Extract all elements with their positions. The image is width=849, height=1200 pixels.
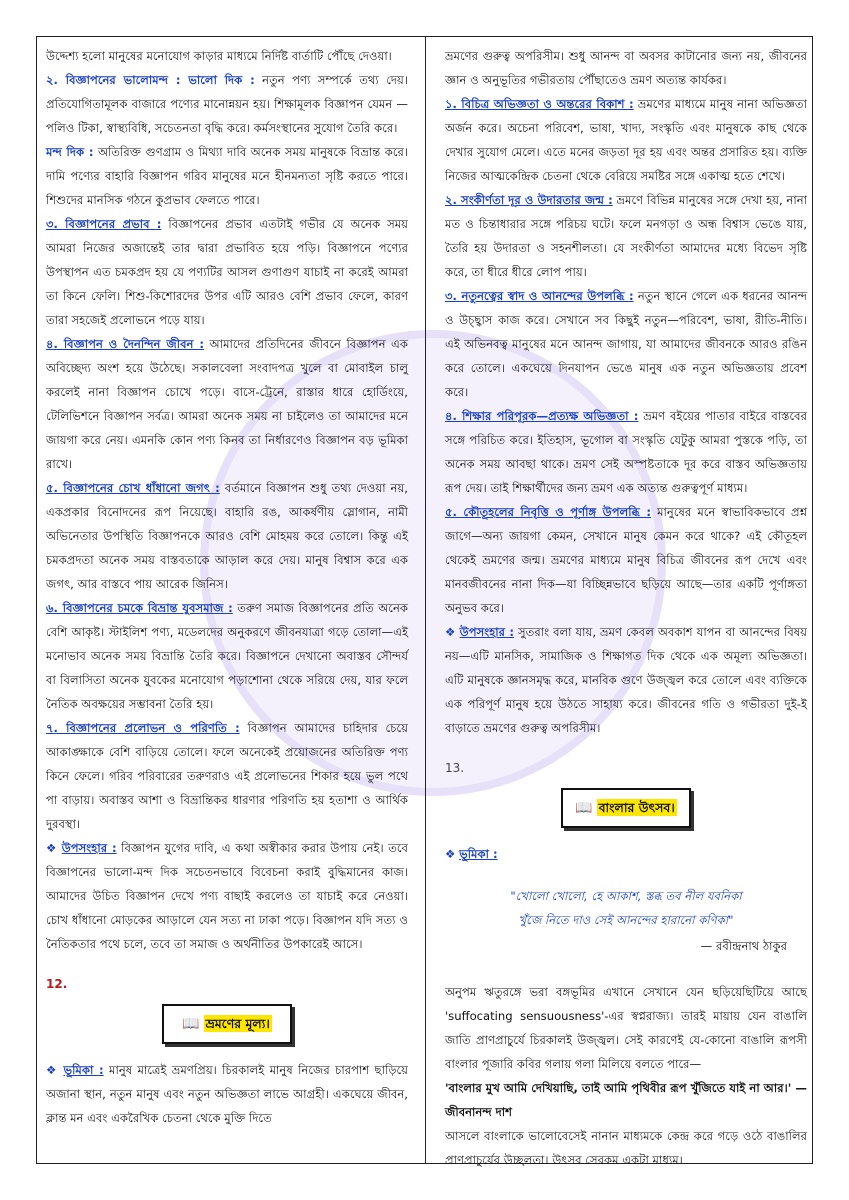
paragraph: অনুপম ঋতুরঙ্গে ভরা বঙ্গভূমির এখানে সেখানে যেন ছড়িয়েছিটিয়ে আছে 'suffocating sensuousness'-এর স্বপ্নরাজ্য। তারই মায়ায় যেন বাঙালি জাতি প্রাণপ্রাচুর্যে চিরকালই উজ্জ্বল। সেই কারণেই যে-কোনো বাঙালি রূপসী বাংলার পূজারি কবির গলায় গলা মিলিয়ে বলতে পারে— <box>445 985 807 1071</box>
essay-number: 13. <box>445 761 465 775</box>
poem-quote <box>445 884 807 932</box>
section-intro <box>445 842 807 866</box>
column-divider <box>425 36 426 1164</box>
poem-line: খুঁজে নিতে দাও সেই আনন্দের হারানো কণিকা" <box>518 913 734 927</box>
section-heading: ৭. বিজ্ঞাপনের প্রলোভন ও পরিণতি : <box>46 721 240 735</box>
section-4: ৪. বিজ্ঞাপন ও দৈনন্দিন জীবন : আমাদের প্রতিদিনের জীবনে বিজ্ঞাপন এক অবিচ্ছেদ্য অংশ হয়ে উঠেছে। সকালবেলা সংবাদপত্র খুলে বা মোবাইল চালু করলেই নানা বিজ্ঞাপন চোখে পড়ে। বাসে-ট্রেনে, রাস্তার ধারে হোর্ডিংয়ে, টেলিভিশনে বিজ্ঞাপন সর্বত্র। আমরা অনেক সময় না চাইলেও তা আমাদের মনে জায়গা করে নেয়। এমনকি কোন পণ্য কিনব তা নির্ধারণেও বিজ্ঞাপন বড় ভূমিকা রাখে। <box>46 337 408 471</box>
bullet-icon: ❖ <box>46 1063 59 1077</box>
section-heading: ৬. বিজ্ঞাপনের চমকে বিভ্রান্ত যুবসমাজ : <box>46 601 233 615</box>
section-7: ৭. বিজ্ঞাপনের প্রলোভন ও পরিণতি : বিজ্ঞাপন আমাদের চাহিদার চেয়ে আকাঙ্ক্ষাকে বেশি বাড়িয়ে তোলে। ফলে অনেকেই প্রয়োজনের অতিরিক্ত পণ্য কিনে ফেলে। গরিব পরিবারের তরুণরাও এই প্রলোভনের শিকার হয়ে ভুল পথে পা বাড়ায়। অবাস্তব আশা ও বিভ্রান্তিকর ধারণার পরিণতি হয় হতাশা ও আর্থিক দুরবস্থা। <box>46 721 408 831</box>
right-column <box>445 44 807 1172</box>
section-heading: ৩. নতুনত্বের স্বাদ ও আনন্দের উপলব্ধি : <box>445 289 634 303</box>
book-icon: 📖 <box>182 1016 200 1032</box>
section-2b: মন্দ দিক : অতিরিক্ত গুণগ্রাম ও মিথ্যা দাবি অনেক সময় মানুষকে বিভ্রান্ত করে। দামি পণ্যের বাহারি বিজ্ঞাপন গরিব মানুষের মনে হীনমন্যতা সৃষ্টি করতে পারে। শিশুদের মানসিক গঠনে কুপ্রভাব ফেলতে পারে। <box>46 145 409 207</box>
poem-author: — রবীন্দ্রনাথ ঠাকুর <box>700 939 787 953</box>
section-r3: ৩. নতুনত্বের স্বাদ ও আনন্দের উপলব্ধি : নতুন স্থানে গেলে এক ধরনের আনন্দ ও উচ্ছ্বাস কাজ করে। সেখানে সব কিছুই নতুন—পরিবেশ, ভাষা, রীতি-নীতি। এই অভিনবত্ব মানুষের মনে আনন্দ জাগায়, যা আমাদের জীবনকে আরও রঙিন করে তোলে। একঘেয়ে দিনযাপন ভেঙে মানুষ এক নতুন অভিজ্ঞতায় প্রবেশ করে। <box>445 289 807 399</box>
section-intro: ❖ ভূমিকা : মানুষ মাত্রেই ভ্রমণপ্রিয়। চিরকালই মানুষ নিজের চারপাশ ছাড়িয়ে অজানা স্থান, নতুন মানুষ এবং নতুন অভিজ্ঞতা লাভে আগ্রহী। একঘেয়ে জীবন, ক্লান্ত মন এবং একরৈখিক চেতনা থেকে মুক্তি দিতে <box>46 1063 409 1125</box>
section-heading: ৩. বিজ্ঞাপনের প্রভাব : <box>46 217 162 231</box>
section-heading: ২. সংকীর্ণতা দূর ও উদারতার জন্ম : <box>445 193 613 207</box>
section-heading: ৪. শিক্ষার পরিপূরক—প্রত্যক্ষ অভিজ্ঞতা : <box>445 409 639 423</box>
essay-title: বাংলার উৎসব। <box>598 800 675 815</box>
quote-line: 'বাংলার মুখ আমি দেখিয়াছি, তাই আমি পৃথিবীর রূপ খুঁজিতে যাই না আর।' — জীবনানন্দ দাশ <box>445 1081 807 1119</box>
section-heading: ১. বিচিত্র অভিজ্ঞতা ও অন্তরের বিকাশ : <box>445 97 634 111</box>
section-conclusion: ❖ উপসংহার : সুতরাং বলা যায়, ভ্রমণ কেবল অবকাশ যাপন বা আনন্দের বিষয় নয়—এটি মানসিক, সামাজিক ও শিক্ষাগত দিক থেকে এক অমূল্য অভিজ্ঞতা। এটি মানুষকে জ্ঞানসমৃদ্ধ করে, মানবিক গুণে উজ্জ্বল করে তোলে এবং ব্যক্তিকে এক পরিপূর্ণ মানুষ হয়ে উঠতে সাহায্য করে। জীবনের গতি ও গভীরতা দুই-ই বাড়াতে ভ্রমণের গুরুত্ব অপরিসীম। <box>445 625 807 735</box>
section-r1: ১. বিচিত্র অভিজ্ঞতা ও অন্তরের বিকাশ : ভ্রমণের মাধ্যমে মানুষ নানা অভিজ্ঞতা অর্জন করে। অচেনা পরিবেশ, ভাষা, খাদ্য, সংস্কৃতি এবং মানুষকে কাছ থেকে দেখার সুযোগ মেলে। এতে মনের জড়তা দূর হয় এবং অন্তর প্রসারিত হয়। ব্যক্তি নিজের আত্মকেন্দ্রিক চেতনা থেকে বেরিয়ে সমষ্টির সঙ্গে একাত্ম হতে শেখে। <box>445 97 807 183</box>
section-heading: মন্দ দিক : <box>46 145 94 159</box>
section-heading: উপসংহার : <box>61 841 117 855</box>
section-heading: ভূমিকা : <box>459 847 498 861</box>
essay-title-box <box>162 1004 292 1044</box>
left-column <box>46 44 408 1130</box>
section-3: ৩. বিজ্ঞাপনের প্রভাব : বিজ্ঞাপনের প্রভাব এতটাই গভীর যে অনেক সময় আমরা নিজের অজান্তেই তার দ্বারা প্রভাবিত হয়ে পড়ি। বিজ্ঞাপনে পণ্যের উপস্থাপন এত চমকপ্রদ হয় যে পণ্যটির আসল গুণাগুণ যাচাই না করেই আমরা তা কিনে ফেলি। শিশু-কিশোরদের উপর এটি আরও বেশি প্রভাব ফেলে, কারণ তারা সহজেই প্রলোভনে পড়ে যায়। <box>46 217 408 327</box>
paragraph: আসলে বাংলাকে ভালোবেসেই নানান মাধ্যমকে কেন্দ্র করে গড়ে ওঠে বাঙালির প্রাণপ্রাচুর্যের উচ্ছলতা। উৎসব সেরকম একটা মাধ্যম। <box>445 1129 807 1167</box>
section-r4: ৪. শিক্ষার পরিপূরক—প্রত্যক্ষ অভিজ্ঞতা : ভ্রমণ বইয়ের পাতার বাইরে বাস্তবের সঙ্গে পরিচিত করে। ইতিহাস, ভূগোল বা সংস্কৃতি যেটুকু আমরা পুস্তকে পড়ি, তা অনেক সময় আবছা থাকে। ভ্রমণ সেই অস্পষ্টতাকে দূর করে বাস্তব অভিজ্ঞতায় রূপ দেয়। তাই শিক্ষার্থীদের জন্য ভ্রমণ এক অত্যন্ত গুরুত্বপূর্ণ মাধ্যম। <box>445 409 807 495</box>
bullet-icon: ❖ <box>445 625 456 639</box>
essay-title-box <box>561 788 691 828</box>
section-heading: ৫. বিজ্ঞাপনের চোখ ধাঁধানো জগৎ : <box>46 481 220 495</box>
section-6: ৬. বিজ্ঞাপনের চমকে বিভ্রান্ত যুবসমাজ : তরুণ সমাজ বিজ্ঞাপনের প্রতি অনেক বেশি আকৃষ্ট। স্টাইলিশ পণ্য, মডেলদের অনুকরণে জীবনযাত্রা গড়ে তোলা—এই মনোভাব অনেক সময় বিভ্রান্তি তৈরি করে। বিজ্ঞাপনে দেখানো অবাস্তব সৌন্দর্য বা বিলাসিতা অনেক যুবকের মনোযোগ পড়াশোনা থেকে সরিয়ে দেয়, যার ফলে নৈতিক অবক্ষয়ের সম্ভাবনা তৈরি হয়। <box>46 601 408 711</box>
section-heading: ভূমিকা : <box>63 1063 104 1077</box>
section-heading: ৪. বিজ্ঞাপন ও দৈনন্দিন জীবন : <box>46 337 204 351</box>
book-icon: 📖 <box>575 800 593 816</box>
poem-line: "খোলো খোলো, হে আকাশ, স্তব্ধ তব নীল যবনিকা <box>510 889 742 903</box>
essay-title: ভ্রমণের মূল্য। <box>205 1016 270 1031</box>
essay-number: 12. <box>46 977 68 991</box>
section-heading: ২. বিজ্ঞাপনের ভালোমন্দ : ভালো দিক : <box>46 73 255 87</box>
section-r5: ৫. কৌতূহলের নিবৃত্তি ও পূর্ণাঙ্গ উপলব্ধি : মানুষের মনে স্বাভাবিকভাবে প্রশ্ন জাগে—অন্য জায়গা কেমন, সেখানে মানুষ কেমন করে থাকে? এই কৌতূহল থেকেই ভ্রমণের জন্ম। ভ্রমণের মাধ্যমে মানুষ বিচিত্র জীবনের রূপ দেখে এবং মানবজীবনের নানা দিক—যা বিচ্ছিন্নভাবে ছড়িয়ে আছে—তার একটি পূর্ণাঙ্গতা অনুভব করে। <box>445 505 807 615</box>
paragraph: ভ্রমণের গুরুত্ব অপরিসীম। শুধু আনন্দ বা অবসর কাটানোর জন্য নয়, জীবনের জ্ঞান ও অনুভূতির গভীরতায় পৌঁছাতেও ভ্রমণ অত্যন্ত কার্যকর। <box>445 49 807 87</box>
section-conclusion: ❖ উপসংহার : বিজ্ঞাপন যুগের দাবি, এ কথা অস্বীকার করার উপায় নেই। তবে বিজ্ঞাপনের ভালো-মন্দ দিক সচেতনভাবে বিবেচনা করাই বুদ্ধিমানের কাজ। আমাদের উচিত বিজ্ঞাপন দেখে পণ্য বাছাই করলেও তা যাচাই করে নেওয়া। চোখ ধাঁধানো মোড়কের আড়ালে যেন সত্য না ঢাকা পড়ে। বিজ্ঞাপন যদি সত্য ও নৈতিকতার পথে চলে, তবে তা সমাজ ও অর্থনীতির উপকারেই আসে। <box>46 841 409 951</box>
bullet-icon: ❖ <box>445 847 456 861</box>
section-r2: ২. সংকীর্ণতা দূর ও উদারতার জন্ম : ভ্রমণে বিভিন্ন মানুষের সঙ্গে দেখা হয়, নানা মত ও চিন্তাধারার সঙ্গে পরিচয় ঘটে। ফলে মনগড়া ও অন্ধ বিশ্বাস ভেঙে যায়, তৈরি হয় উদারতা ও সহনশীলতা। যে সংকীর্ণতা আমাদের মধ্যে বিভেদ সৃষ্টি করে, তা ধীরে ধীরে লোপ পায়। <box>445 193 807 279</box>
section-5: ৫. বিজ্ঞাপনের চোখ ধাঁধানো জগৎ : বর্তমানে বিজ্ঞাপন শুধু তথ্য দেওয়া নয়, একপ্রকার বিনোদনের রূপ নিয়েছে। বাহারি রঙ, আকর্ষণীয় স্লোগান, নামী অভিনেতার উপস্থিতি বিজ্ঞাপনকে আরও বেশি মোহময় করে তোলে। কিন্তু এই চমকপ্রদতা অনেক সময় বাস্তবতাকে আড়াল করে দেয়। মানুষ বিশ্বাস করে এক জগৎ, আর বাস্তবে পায় আরেক জিনিস। <box>46 481 408 591</box>
paragraph: উদ্দেশ্য হলো মানুষের মনোযোগ কাড়ার মাধ্যমে নির্দিষ্ট বার্তাটি পৌঁছে দেওয়া। <box>46 49 392 63</box>
bullet-icon: ❖ <box>46 841 58 855</box>
section-2: ২. বিজ্ঞাপনের ভালোমন্দ : ভালো দিক : নতুন পণ্য সম্পর্কে তথ্য দেয়। প্রতিযোগিতামূলক বাজারে পণ্যের মানোন্নয়ন হয়। শিক্ষামূলক বিজ্ঞাপন যেমন — পলিও টিকা, স্বাস্থ্যবিধি, সচেতনতা বৃদ্ধি করে। কর্মসংস্থানের সুযোগ তৈরি করে। <box>46 73 408 135</box>
section-heading: ৫. কৌতূহলের নিবৃত্তি ও পূর্ণাঙ্গ উপলব্ধি : <box>445 505 651 519</box>
section-heading: উপসংহার : <box>459 625 515 639</box>
